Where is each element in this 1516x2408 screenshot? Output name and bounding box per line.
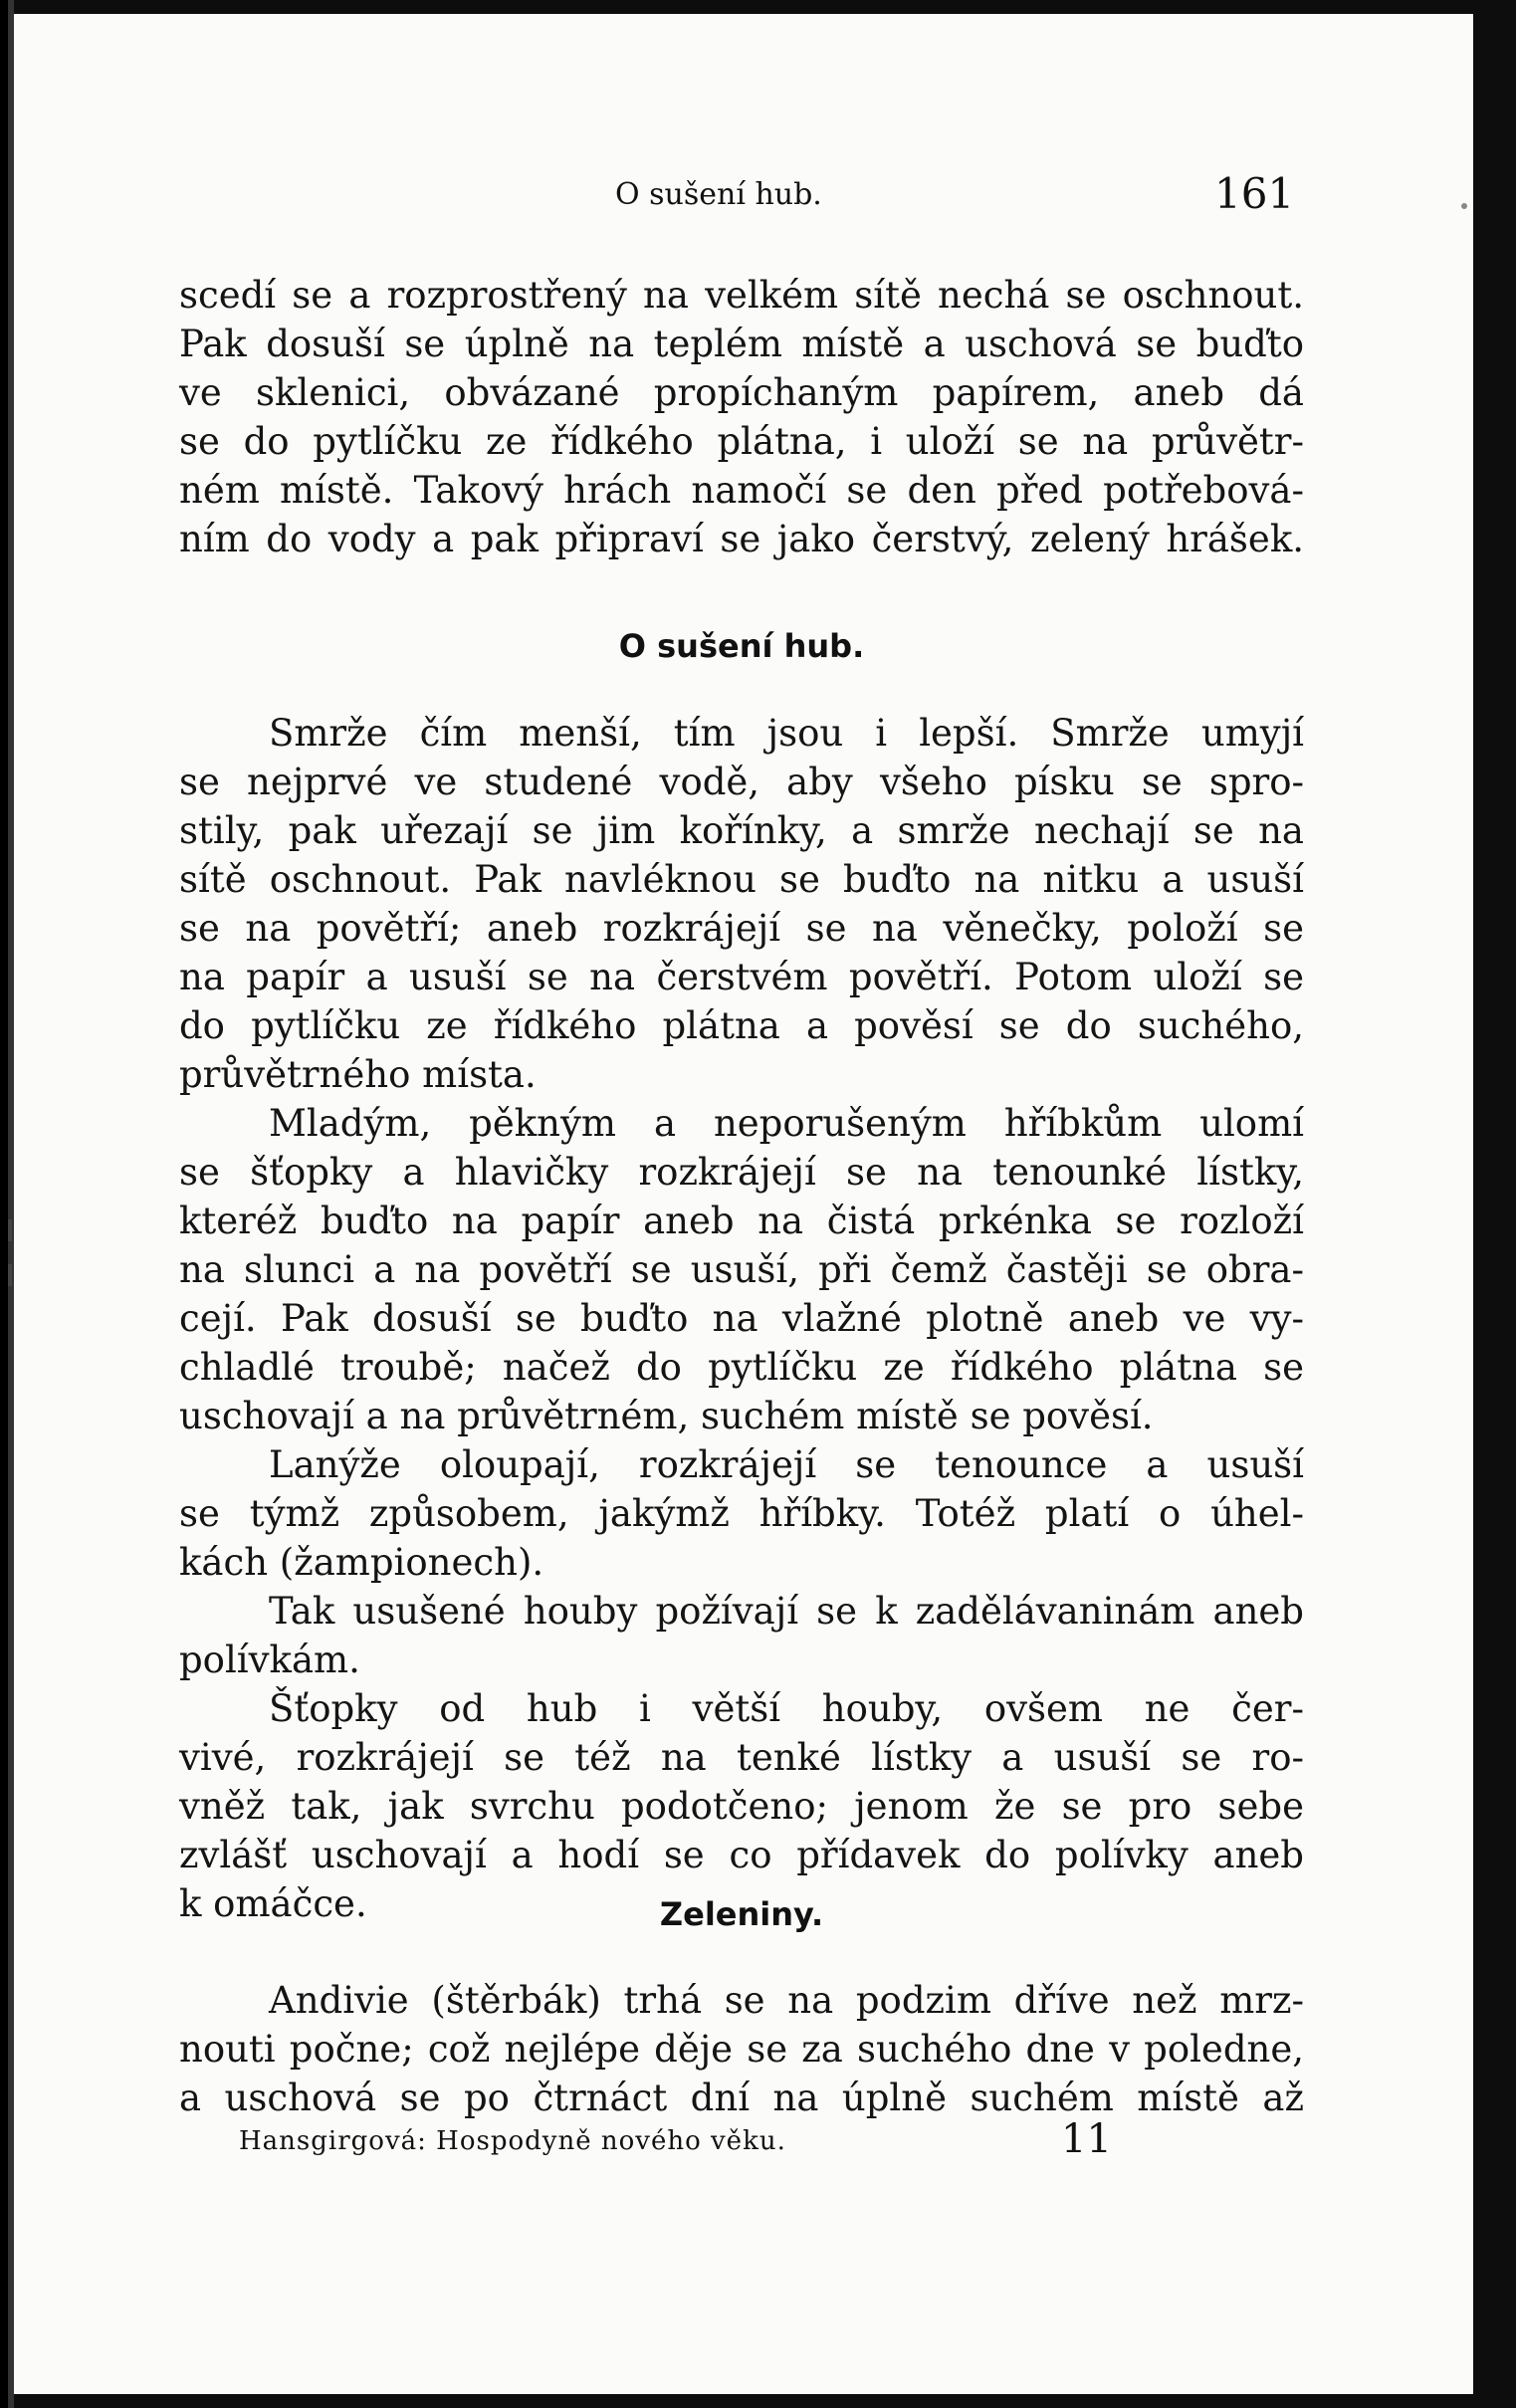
sheet-number: 11 — [1061, 2116, 1112, 2162]
text-line: kteréž buďto na papír aneb na čistá prkénka se rozloží — [179, 1200, 1304, 1242]
margin-mark — [8, 1264, 12, 1286]
text-line: vněž tak, jak svrchu podotčeno; jenom že se pro sebe — [179, 1785, 1304, 1828]
section-body-vegetables — [179, 1976, 1304, 2122]
text-line: ve sklenici, obvázané propíchaným papírem, aneb dá — [179, 371, 1304, 414]
text-line: scedí se a rozprostřený na velkém sítě nechá se oschnout. — [179, 274, 1304, 317]
text-line: polívkám. — [179, 1639, 360, 1681]
section-heading-mushrooms: O sušení hub. — [618, 627, 865, 665]
text-line: vivé, rozkrájejí se též na tenké lístky a usuší se ro- — [179, 1736, 1304, 1779]
text-line: k omáčce. — [179, 1882, 367, 1925]
page-left-edge — [0, 0, 14, 2408]
text-line: se týmž způsobem, jakýmž hříbky. Totéž platí o úhel- — [179, 1492, 1304, 1535]
text-line: chladlé troubě; načež do pytlíčku ze řídkého plátna se — [179, 1346, 1304, 1389]
footer-signature: Hansgirgová: Hospodyně nového věku. — [239, 2126, 786, 2156]
text-line: se šťopky a hlavičky rozkrájejí se na tenounké lístky, — [179, 1151, 1304, 1194]
text-line: ním do vody a pak připraví se jako čerstvý, zelený hrášek. — [179, 518, 1304, 560]
text-line: se na povětří; aneb rozkrájejí se na věnečky, položí se — [179, 907, 1304, 950]
text-line: na slunci a na povětří se usuší, při čemž častěji se obra- — [179, 1248, 1304, 1291]
text-line: Šťopky od hub i větší houby, ovšem ne čer- — [269, 1687, 1304, 1730]
section-heading-vegetables: Zeleniny. — [659, 1895, 824, 1933]
running-title: O sušení hub. — [615, 177, 822, 212]
paragraph-peas-end — [179, 271, 1304, 563]
text-line: do pytlíčku ze řídkého plátna a pověsí se do suchého, — [179, 1004, 1304, 1047]
text-line: a uschová se po čtrnáct dní na úplně suchém místě až — [179, 2077, 1304, 2119]
section-body-mushrooms — [179, 709, 1304, 1928]
text-line: sítě oschnout. Pak navléknou se buďto na nitku a usuší — [179, 858, 1304, 901]
text-line: cejí. Pak dosuší se buďto na vlažné plotně aneb ve vy- — [179, 1297, 1304, 1340]
text-line: Tak usušené houby požívají se k zadělávaninám aneb — [269, 1590, 1304, 1633]
margin-mark — [8, 1219, 12, 1241]
text-line: na papír a usuší se na čerstvém povětří. Potom uloží se — [179, 956, 1304, 998]
text-line: se do pytlíčku ze řídkého plátna, i uloží se na průvětr- — [179, 420, 1304, 463]
page-number: 161 — [1214, 169, 1295, 218]
text-line: Andivie (štěrbák) trhá se na podzim dříve než mrz- — [269, 1979, 1304, 2022]
text-line: zvlášť uschovají a hodí se co přídavek do polívky aneb — [179, 1834, 1304, 1876]
text-line: kách (žampionech). — [179, 1541, 544, 1584]
text-line: nouti počne; což nejlépe děje se za suchého dne v poledne, — [179, 2028, 1304, 2071]
text-line: průvětrného místa. — [179, 1053, 537, 1096]
text-line: stily, pak uřezají se jim kořínky, a smrže nechají se na — [179, 809, 1304, 852]
text-line: Pak dosuší se úplně na teplém místě a uschová se buďto — [179, 323, 1304, 365]
text-line: Smrže čím menší, tím jsou i lepší. Smrže umyjí — [269, 712, 1304, 755]
text-line: uschovají a na průvětrném, suchém místě se pověsí. — [179, 1395, 1154, 1437]
text-line: Lanýže oloupají, rozkrájejí se tenounce a usuší — [269, 1443, 1304, 1486]
text-line: ném místě. Takový hrách namočí se den před potřebová- — [179, 469, 1304, 512]
speck — [1461, 203, 1467, 209]
text-line: Mladým, pěkným a neporušeným hříbkům ulomí — [269, 1102, 1304, 1145]
text-line: se nejprvé ve studené vodě, aby všeho písku se spro- — [179, 761, 1304, 803]
